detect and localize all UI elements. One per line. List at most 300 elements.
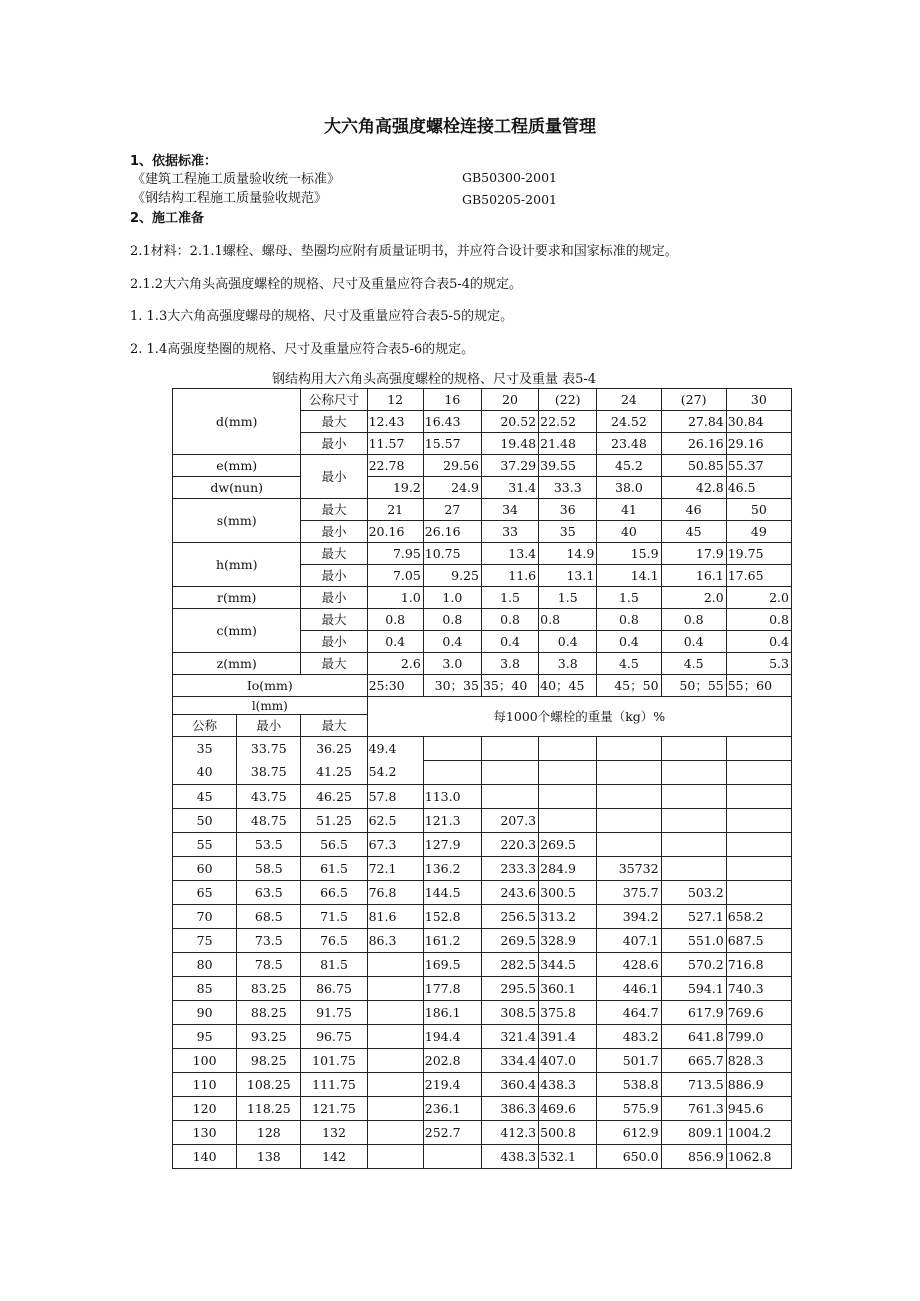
- table-body: [173, 389, 792, 1169]
- weight-cell: 594.1: [661, 977, 726, 1001]
- value-cell: 42.8: [661, 477, 726, 499]
- table-row: [173, 609, 792, 631]
- value-cell: 5.3: [726, 653, 791, 675]
- length-min-cell: 88.25: [237, 1001, 301, 1025]
- value-cell: 45.2: [597, 455, 661, 477]
- length-min-cell: 78.5: [237, 953, 301, 977]
- weight-cell: 252.7: [423, 1121, 481, 1145]
- value-cell: 4.5: [597, 653, 661, 675]
- weight-cell: 538.8: [597, 1073, 661, 1097]
- table-row: [173, 1121, 792, 1145]
- table-row: [173, 929, 792, 953]
- weight-cell: [539, 785, 597, 809]
- weight-cell: [726, 785, 791, 809]
- length-max-cell: 71.5: [301, 905, 367, 929]
- weight-cell: 334.4: [481, 1049, 538, 1073]
- nominal-size-label: 公称尺寸: [301, 389, 367, 411]
- value-cell: 20.52: [481, 411, 538, 433]
- weight-cell: 76.8: [367, 881, 423, 905]
- value-cell: 36: [539, 499, 597, 521]
- weight-cell: [367, 1097, 423, 1121]
- weight-cell: 308.5: [481, 1001, 538, 1025]
- param-cell: dw(nun): [173, 477, 301, 499]
- standard-name-1: 《建筑工程施工质量验收统一标准》: [132, 172, 341, 187]
- weight-cell: 501.7: [597, 1049, 661, 1073]
- weight-cell: 391.4: [539, 1025, 597, 1049]
- weight-cell: 687.5: [726, 929, 791, 953]
- weight-cell: 169.5: [423, 953, 481, 977]
- table-row: [173, 477, 792, 499]
- weight-cell: 328.9: [539, 929, 597, 953]
- value-cell: 1.5: [481, 587, 538, 609]
- size-cell: (27): [661, 389, 726, 411]
- value-cell: 3.0: [423, 653, 481, 675]
- value-cell: 23.48: [597, 433, 661, 455]
- value-cell: 41: [597, 499, 661, 521]
- weight-cell: 407.0: [539, 1049, 597, 1073]
- length-max-cell: 41.25: [301, 761, 367, 785]
- weight-cell: 716.8: [726, 953, 791, 977]
- table-row: [173, 881, 792, 905]
- length-nom-cell: 95: [173, 1025, 237, 1049]
- weight-cell: 269.5: [539, 833, 597, 857]
- weight-cell: 886.9: [726, 1073, 791, 1097]
- value-cell: 46.5: [726, 477, 791, 499]
- length-max-cell: 36.25: [301, 737, 367, 761]
- length-max-cell: 66.5: [301, 881, 367, 905]
- weight-cell: 551.0: [661, 929, 726, 953]
- weight-cell: [726, 833, 791, 857]
- value-cell: 27.84: [661, 411, 726, 433]
- length-min-cell: 83.25: [237, 977, 301, 1001]
- weight-cell: 360.1: [539, 977, 597, 1001]
- length-label: l(mm): [173, 697, 368, 715]
- weight-cell: 407.1: [597, 929, 661, 953]
- weight-cell: 177.8: [423, 977, 481, 1001]
- value-cell: 3.8: [481, 653, 538, 675]
- value-cell: 50.85: [661, 455, 726, 477]
- paragraph-3: 1. 1.3大六角高强度螺母的规格、尺寸及重量应符合表5-5的规定。: [130, 309, 514, 324]
- length-nom-cell: 130: [173, 1121, 237, 1145]
- table-row: [173, 785, 792, 809]
- value-cell: 20.16: [367, 521, 423, 543]
- weight-cell: 127.9: [423, 833, 481, 857]
- weight-cell: 313.2: [539, 905, 597, 929]
- weight-cell: 344.5: [539, 953, 597, 977]
- weight-cell: 438.3: [539, 1073, 597, 1097]
- weight-cell: 219.4: [423, 1073, 481, 1097]
- param-cell: d(mm): [173, 389, 301, 455]
- value-cell: 34: [481, 499, 538, 521]
- value-cell: 40: [597, 521, 661, 543]
- weight-cell: [661, 785, 726, 809]
- length-nom-cell: 110: [173, 1073, 237, 1097]
- io-cell: 30；35: [423, 675, 481, 697]
- value-cell: 30.84: [726, 411, 791, 433]
- length-nom-cell: 85: [173, 977, 237, 1001]
- sub-label: 最小: [301, 521, 367, 543]
- weight-cell: [726, 737, 791, 761]
- weight-cell: 809.1: [661, 1121, 726, 1145]
- length-max-cell: 51.25: [301, 809, 367, 833]
- weight-cell: 1004.2: [726, 1121, 791, 1145]
- length-sub-label: 公称: [173, 715, 237, 737]
- length-min-cell: 43.75: [237, 785, 301, 809]
- weight-cell: 194.4: [423, 1025, 481, 1049]
- value-cell: 15.9: [597, 543, 661, 565]
- io-cell: 35；40: [481, 675, 538, 697]
- value-cell: 24.52: [597, 411, 661, 433]
- value-cell: 1.0: [367, 587, 423, 609]
- length-nom-cell: 55: [173, 833, 237, 857]
- value-cell: 0.8: [597, 609, 661, 631]
- weight-cell: 483.2: [597, 1025, 661, 1049]
- weight-cell: [367, 1073, 423, 1097]
- length-nom-cell: 100: [173, 1049, 237, 1073]
- value-cell: 16.1: [661, 565, 726, 587]
- sub-label: 最大: [301, 609, 367, 631]
- value-cell: 0.8: [726, 609, 791, 631]
- value-cell: 7.95: [367, 543, 423, 565]
- weight-cell: [423, 737, 481, 761]
- value-cell: 0.8: [661, 609, 726, 631]
- length-max-cell: 96.75: [301, 1025, 367, 1049]
- table-row: [173, 905, 792, 929]
- weight-cell: 256.5: [481, 905, 538, 929]
- value-cell: 0.4: [539, 631, 597, 653]
- sub-label: 最大: [301, 411, 367, 433]
- value-cell: 45: [661, 521, 726, 543]
- length-min-cell: 33.75: [237, 737, 301, 761]
- table-row: [173, 697, 792, 715]
- value-cell: 38.0: [597, 477, 661, 499]
- io-cell: 25:30: [367, 675, 423, 697]
- length-min-cell: 63.5: [237, 881, 301, 905]
- length-min-cell: 108.25: [237, 1073, 301, 1097]
- weight-cell: 527.1: [661, 905, 726, 929]
- length-nom-cell: 70: [173, 905, 237, 929]
- weight-cell: 394.2: [597, 905, 661, 929]
- value-cell: 10.75: [423, 543, 481, 565]
- weight-cell: 295.5: [481, 977, 538, 1001]
- weight-cell: 35732: [597, 857, 661, 881]
- weight-cell: [597, 833, 661, 857]
- weight-cell: 86.3: [367, 929, 423, 953]
- table-row: [173, 587, 792, 609]
- weight-cell: 532.1: [539, 1145, 597, 1169]
- sub-label: 最小: [301, 433, 367, 455]
- weight-cell: 1062.8: [726, 1145, 791, 1169]
- length-max-cell: 76.5: [301, 929, 367, 953]
- param-cell: c(mm): [173, 609, 301, 653]
- length-max-cell: 81.5: [301, 953, 367, 977]
- weight-label: 每1000个螺栓的重量（kg）%: [367, 697, 791, 737]
- weight-cell: 72.1: [367, 857, 423, 881]
- length-nom-cell: 60: [173, 857, 237, 881]
- io-label: Io(mm): [173, 675, 368, 697]
- weight-cell: 57.8: [367, 785, 423, 809]
- weight-cell: 243.6: [481, 881, 538, 905]
- value-cell: 7.05: [367, 565, 423, 587]
- value-cell: 0.8: [367, 609, 423, 631]
- weight-cell: 945.6: [726, 1097, 791, 1121]
- length-min-cell: 93.25: [237, 1025, 301, 1049]
- weight-cell: 428.6: [597, 953, 661, 977]
- sub-label: 最小: [301, 565, 367, 587]
- weight-cell: 284.9: [539, 857, 597, 881]
- table-row: [173, 675, 792, 697]
- weight-cell: 828.3: [726, 1049, 791, 1073]
- sub-label: 最小: [301, 455, 367, 499]
- length-max-cell: 46.25: [301, 785, 367, 809]
- value-cell: 19.75: [726, 543, 791, 565]
- table-row: [173, 953, 792, 977]
- value-cell: 0.8: [539, 609, 597, 631]
- weight-cell: 186.1: [423, 1001, 481, 1025]
- value-cell: 17.65: [726, 565, 791, 587]
- value-cell: 1.5: [597, 587, 661, 609]
- weight-cell: 617.9: [661, 1001, 726, 1025]
- standard-name-2: 《钢结构工程施工质量验收规范》: [132, 191, 328, 206]
- weight-cell: [539, 809, 597, 833]
- weight-cell: [367, 1049, 423, 1073]
- weight-cell: 144.5: [423, 881, 481, 905]
- weight-cell: 49.4: [367, 737, 423, 761]
- weight-cell: 161.2: [423, 929, 481, 953]
- weight-cell: 202.8: [423, 1049, 481, 1073]
- value-cell: 27: [423, 499, 481, 521]
- value-cell: 11.6: [481, 565, 538, 587]
- length-max-cell: 111.75: [301, 1073, 367, 1097]
- weight-cell: [481, 761, 538, 785]
- value-cell: 55.37: [726, 455, 791, 477]
- io-cell: 50；55: [661, 675, 726, 697]
- value-cell: 22.78: [367, 455, 423, 477]
- sub-label: 最大: [301, 499, 367, 521]
- weight-cell: 438.3: [481, 1145, 538, 1169]
- length-max-cell: 56.5: [301, 833, 367, 857]
- size-cell: 12: [367, 389, 423, 411]
- value-cell: 29.56: [423, 455, 481, 477]
- table-row: [173, 761, 792, 785]
- weight-cell: [367, 977, 423, 1001]
- weight-cell: [661, 737, 726, 761]
- paragraph-4: 2. 1.4高强度垫圈的规格、尺寸及重量应符合表5-6的规定。: [130, 342, 475, 357]
- io-cell: 40；45: [539, 675, 597, 697]
- value-cell: 26.16: [661, 433, 726, 455]
- weight-cell: 207.3: [481, 809, 538, 833]
- value-cell: 0.4: [726, 631, 791, 653]
- weight-cell: 300.5: [539, 881, 597, 905]
- table-row: [173, 543, 792, 565]
- length-min-cell: 118.25: [237, 1097, 301, 1121]
- weight-cell: [481, 737, 538, 761]
- value-cell: 31.4: [481, 477, 538, 499]
- weight-cell: 375.8: [539, 1001, 597, 1025]
- standard-code-2: GB50205-2001: [462, 192, 557, 207]
- length-min-cell: 48.75: [237, 809, 301, 833]
- weight-cell: 713.5: [661, 1073, 726, 1097]
- weight-cell: 412.3: [481, 1121, 538, 1145]
- value-cell: 17.9: [661, 543, 726, 565]
- value-cell: 2.0: [661, 587, 726, 609]
- io-cell: 45；50: [597, 675, 661, 697]
- weight-cell: 856.9: [661, 1145, 726, 1169]
- length-min-cell: 128: [237, 1121, 301, 1145]
- weight-cell: 641.8: [661, 1025, 726, 1049]
- weight-cell: 658.2: [726, 905, 791, 929]
- table-row: [173, 833, 792, 857]
- weight-cell: 152.8: [423, 905, 481, 929]
- weight-cell: 67.3: [367, 833, 423, 857]
- table-caption: 钢结构用大六角头高强度螺栓的规格、尺寸及重量 表5-4: [272, 372, 597, 387]
- table-row: [173, 653, 792, 675]
- weight-cell: [726, 809, 791, 833]
- weight-cell: 81.6: [367, 905, 423, 929]
- length-sub-label: 最大: [301, 715, 367, 737]
- weight-cell: 121.3: [423, 809, 481, 833]
- weight-cell: 503.2: [661, 881, 726, 905]
- weight-cell: 360.4: [481, 1073, 538, 1097]
- weight-cell: [423, 1145, 481, 1169]
- weight-cell: 740.3: [726, 977, 791, 1001]
- value-cell: 1.0: [423, 587, 481, 609]
- table-row: [173, 857, 792, 881]
- value-cell: 50: [726, 499, 791, 521]
- value-cell: 26.16: [423, 521, 481, 543]
- weight-cell: 62.5: [367, 809, 423, 833]
- weight-cell: 136.2: [423, 857, 481, 881]
- size-cell: 16: [423, 389, 481, 411]
- length-nom-cell: 35: [173, 737, 237, 761]
- param-cell: z(mm): [173, 653, 301, 675]
- weight-cell: [423, 761, 481, 785]
- value-cell: 35: [539, 521, 597, 543]
- value-cell: 33.3: [539, 477, 597, 499]
- length-min-cell: 68.5: [237, 905, 301, 929]
- weight-cell: [539, 761, 597, 785]
- length-nom-cell: 120: [173, 1097, 237, 1121]
- sub-label: 最小: [301, 631, 367, 653]
- value-cell: 13.4: [481, 543, 538, 565]
- length-min-cell: 38.75: [237, 761, 301, 785]
- weight-cell: 469.6: [539, 1097, 597, 1121]
- value-cell: 0.4: [423, 631, 481, 653]
- sub-label: 最大: [301, 543, 367, 565]
- weight-cell: 375.7: [597, 881, 661, 905]
- weight-cell: 612.9: [597, 1121, 661, 1145]
- io-cell: 55；60: [726, 675, 791, 697]
- value-cell: 2.0: [726, 587, 791, 609]
- section1-heading: 1、依据标准：: [130, 154, 218, 169]
- length-nom-cell: 40: [173, 761, 237, 785]
- weight-cell: [726, 857, 791, 881]
- param-cell: r(mm): [173, 587, 301, 609]
- weight-cell: 799.0: [726, 1025, 791, 1049]
- table-row: [173, 1073, 792, 1097]
- size-cell: 20: [481, 389, 538, 411]
- value-cell: 15.57: [423, 433, 481, 455]
- size-cell: 24: [597, 389, 661, 411]
- value-cell: 14.9: [539, 543, 597, 565]
- weight-cell: [367, 953, 423, 977]
- length-nom-cell: 45: [173, 785, 237, 809]
- paragraph-2: 2.1.2大六角头高强度螺栓的规格、尺寸及重量应符合表5-4的规定。: [130, 277, 523, 292]
- weight-cell: [367, 1001, 423, 1025]
- value-cell: 0.4: [367, 631, 423, 653]
- table-row: [173, 977, 792, 1001]
- weight-cell: [661, 833, 726, 857]
- value-cell: 0.4: [481, 631, 538, 653]
- value-cell: 22.52: [539, 411, 597, 433]
- weight-cell: 650.0: [597, 1145, 661, 1169]
- weight-cell: 769.6: [726, 1001, 791, 1025]
- weight-cell: 761.3: [661, 1097, 726, 1121]
- length-min-cell: 138: [237, 1145, 301, 1169]
- value-cell: 49: [726, 521, 791, 543]
- weight-cell: [367, 1025, 423, 1049]
- weight-cell: 500.8: [539, 1121, 597, 1145]
- weight-cell: 233.3: [481, 857, 538, 881]
- standard-code-1: GB50300-2001: [462, 170, 557, 185]
- length-max-cell: 132: [301, 1121, 367, 1145]
- value-cell: 37.29: [481, 455, 538, 477]
- weight-cell: [597, 737, 661, 761]
- value-cell: 0.4: [597, 631, 661, 653]
- value-cell: 21.48: [539, 433, 597, 455]
- value-cell: 11.57: [367, 433, 423, 455]
- value-cell: 33: [481, 521, 538, 543]
- page-title: 大六角高强度螺栓连接工程质量管理: [324, 117, 596, 137]
- table-row: [173, 1025, 792, 1049]
- value-cell: 9.25: [423, 565, 481, 587]
- weight-cell: [481, 785, 538, 809]
- value-cell: 0.8: [423, 609, 481, 631]
- size-cell: (22): [539, 389, 597, 411]
- weight-cell: [597, 785, 661, 809]
- length-max-cell: 91.75: [301, 1001, 367, 1025]
- weight-cell: [597, 809, 661, 833]
- length-max-cell: 86.75: [301, 977, 367, 1001]
- weight-cell: 464.7: [597, 1001, 661, 1025]
- value-cell: 0.4: [661, 631, 726, 653]
- table-row: [173, 389, 792, 411]
- value-cell: 12.43: [367, 411, 423, 433]
- value-cell: 0.8: [481, 609, 538, 631]
- value-cell: 24.9: [423, 477, 481, 499]
- table-row: [173, 1097, 792, 1121]
- length-max-cell: 121.75: [301, 1097, 367, 1121]
- value-cell: 3.8: [539, 653, 597, 675]
- value-cell: 19.48: [481, 433, 538, 455]
- weight-cell: 54.2: [367, 761, 423, 785]
- weight-cell: 269.5: [481, 929, 538, 953]
- length-nom-cell: 75: [173, 929, 237, 953]
- value-cell: 2.6: [367, 653, 423, 675]
- sub-label: 最大: [301, 653, 367, 675]
- value-cell: 19.2: [367, 477, 423, 499]
- length-nom-cell: 65: [173, 881, 237, 905]
- weight-cell: 386.3: [481, 1097, 538, 1121]
- weight-cell: 113.0: [423, 785, 481, 809]
- length-sub-label: 最小: [237, 715, 301, 737]
- table-row: [173, 809, 792, 833]
- value-cell: 46: [661, 499, 726, 521]
- paragraph-1: 2.1材料：2.1.1螺栓、螺母、垫圈均应附有质量证明书，并应符合设计要求和国家标准的规定。: [130, 244, 678, 259]
- table-row: [173, 1145, 792, 1169]
- weight-cell: [597, 761, 661, 785]
- weight-cell: 236.1: [423, 1097, 481, 1121]
